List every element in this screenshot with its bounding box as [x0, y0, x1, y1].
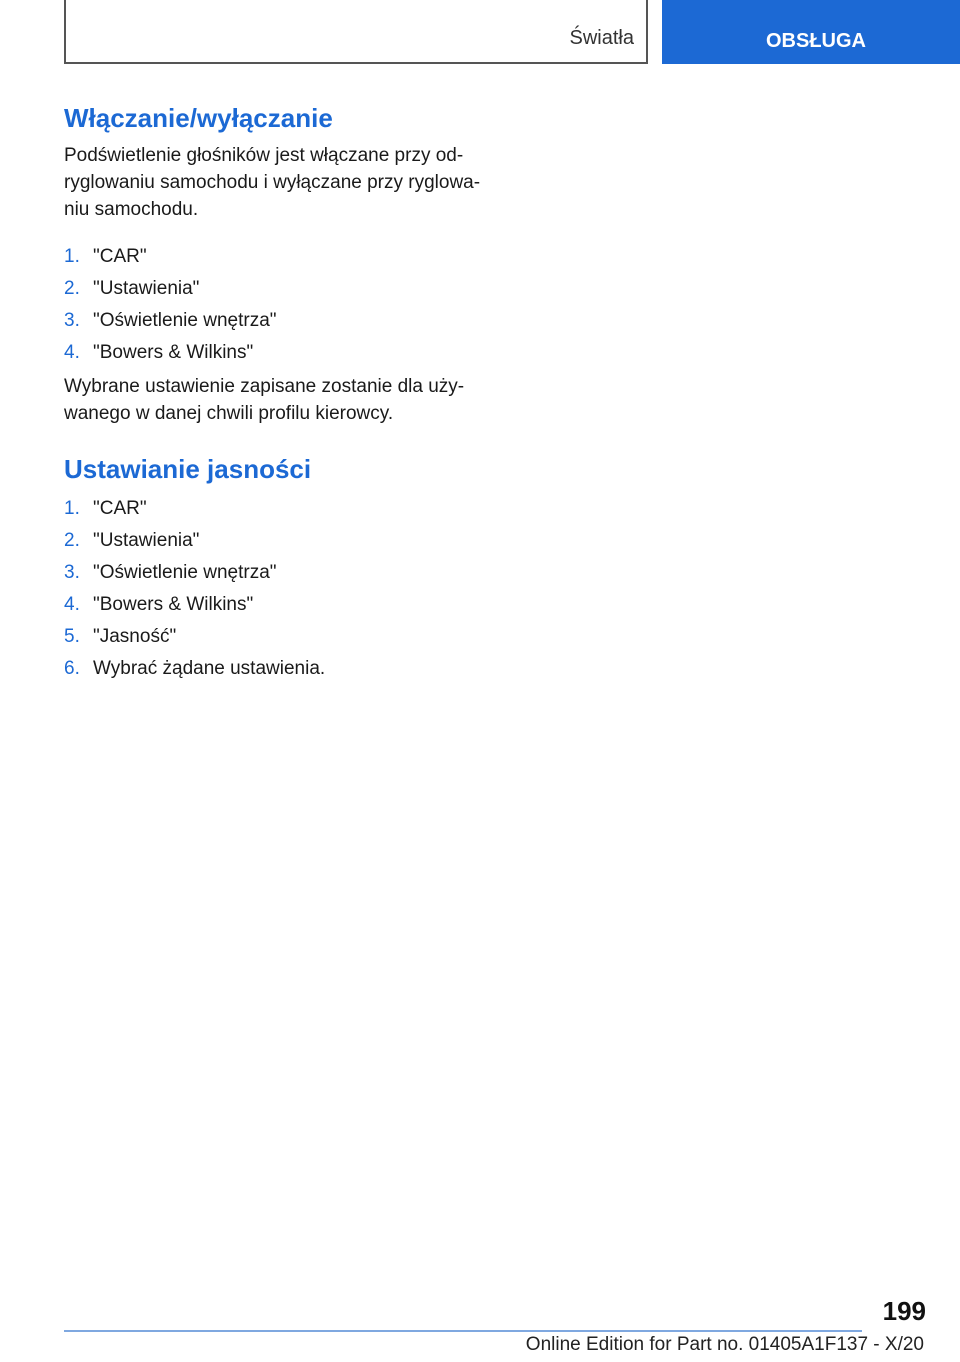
step-text: "Bowers & Wilkins" [93, 342, 254, 363]
step-text: "CAR" [93, 246, 147, 267]
step-text: "Jasność" [93, 626, 177, 647]
step-text: "CAR" [93, 498, 147, 519]
step-text: "Ustawienia" [93, 278, 200, 299]
list-item [64, 653, 484, 685]
steps-list-1 [64, 241, 484, 369]
section-heading-2: Ustawianie jasności [64, 454, 312, 484]
footer-divider [64, 1330, 862, 1332]
list-item [64, 493, 484, 525]
steps-list-2 [64, 493, 484, 685]
step-text: "Oświetlenie wnętrza" [93, 310, 277, 331]
edition-note: Online Edition for Part no. 01405A1F137 - X/20 [525, 1334, 924, 1355]
chapter-title: Światła [569, 27, 634, 49]
step-text: "Bowers & Wilkins" [93, 594, 254, 615]
main-content [64, 100, 484, 687]
list-item [64, 305, 484, 337]
list-item [64, 337, 484, 369]
step-number: 2. [64, 530, 80, 551]
step-number: 4. [64, 594, 80, 615]
intro-paragraph: Podświetlenie głośników jest włączane przy odryglowaniu samochodu i wyłączane przy ryglowaniu samochodu. [64, 145, 481, 220]
chapter-header [64, 0, 648, 64]
section-tab-label: OBSŁUGA [766, 30, 866, 52]
step-number: 5. [64, 626, 80, 647]
list-item [64, 589, 484, 621]
step-number: 4. [64, 342, 80, 363]
section-tab [662, 0, 960, 64]
step-number: 1. [64, 498, 80, 519]
list-item [64, 621, 484, 653]
page-number: 199 [882, 1296, 926, 1326]
list-item [64, 525, 484, 557]
step-number: 3. [64, 310, 80, 331]
step-number: 6. [64, 658, 80, 679]
list-item [64, 557, 484, 589]
list-item [64, 241, 484, 273]
step-number: 3. [64, 562, 80, 583]
step-text: Wybrać żądane ustawienia. [93, 658, 326, 679]
step-number: 1. [64, 246, 80, 267]
step-number: 2. [64, 278, 80, 299]
list-item [64, 273, 484, 305]
section-heading-1: Włączanie/wyłączanie [64, 103, 333, 133]
step-text: "Ustawienia" [93, 530, 200, 551]
note-paragraph: Wybrane ustawienie zapisane zostanie dla używanego w danej chwili profilu kierowcy. [64, 376, 465, 424]
step-text: "Oświetlenie wnętrza" [93, 562, 277, 583]
